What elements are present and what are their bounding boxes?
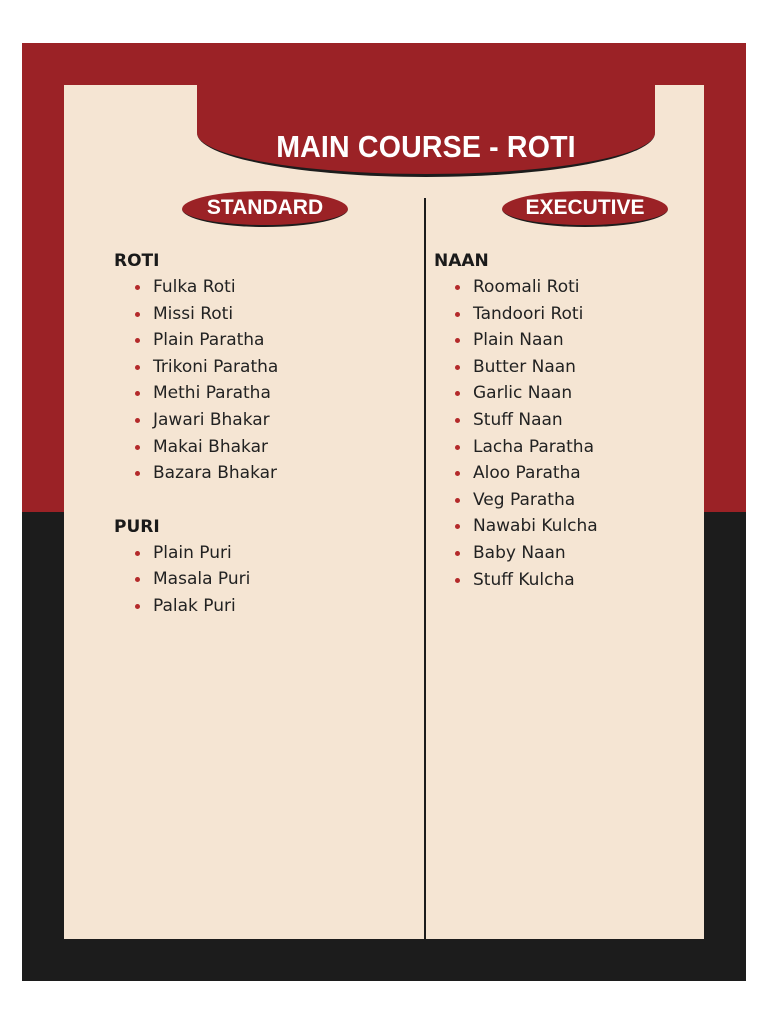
list-item	[114, 540, 414, 567]
executive-column	[434, 248, 734, 593]
list-item	[114, 327, 414, 354]
bullet-icon	[455, 338, 460, 343]
item-label: Missi Roti	[153, 303, 234, 324]
bullet-icon	[135, 312, 140, 317]
page-title: MAIN COURSE - ROTI	[276, 129, 576, 164]
list-item	[114, 380, 414, 407]
item-label: Stuff Kulcha	[473, 569, 575, 590]
section-heading-roti: ROTI	[114, 251, 160, 271]
item-label: Lacha Paratha	[473, 436, 595, 457]
bullet-icon	[135, 365, 140, 370]
item-label: Veg Paratha	[473, 489, 576, 510]
item-label: Butter Naan	[473, 356, 576, 377]
bullet-icon	[135, 418, 140, 423]
list-item	[114, 566, 414, 593]
item-label: Jawari Bhakar	[153, 409, 270, 430]
list-item	[114, 460, 414, 487]
item-label: Stuff Naan	[473, 409, 563, 430]
section-spacer	[114, 487, 414, 514]
item-label: Aloo Paratha	[473, 463, 581, 484]
item-label: Makai Bhakar	[153, 436, 268, 457]
bullet-icon	[455, 312, 460, 317]
list-item	[434, 567, 734, 594]
item-label: Roomali Roti	[473, 277, 580, 297]
list-item	[114, 407, 414, 434]
section-heading-puri: PURI	[114, 516, 160, 537]
list-item	[114, 354, 414, 381]
bullet-icon	[455, 498, 460, 503]
list-item	[434, 407, 734, 434]
list-item	[114, 593, 414, 620]
title-banner	[197, 85, 655, 177]
bullet-icon	[135, 551, 140, 556]
list-item	[114, 301, 414, 328]
item-label: Masala Puri	[153, 569, 251, 590]
bullet-icon	[135, 285, 140, 290]
bullet-icon	[455, 418, 460, 423]
item-label: Baby Naan	[473, 542, 566, 563]
roti-list	[114, 274, 414, 487]
item-label: Plain Puri	[153, 542, 232, 563]
item-label: Palak Puri	[153, 595, 236, 616]
list-item	[434, 540, 734, 567]
bullet-icon	[455, 578, 460, 583]
naan-list	[434, 274, 734, 593]
list-item	[434, 460, 734, 487]
standard-column	[114, 248, 414, 620]
bullet-icon	[455, 365, 460, 370]
list-item	[434, 487, 734, 514]
menu-frame	[22, 43, 746, 981]
list-item	[114, 434, 414, 461]
item-label: Methi Paratha	[153, 383, 271, 404]
item-label: Plain Naan	[473, 330, 564, 351]
bullet-icon	[455, 445, 460, 450]
puri-list	[114, 540, 414, 620]
bullet-icon	[455, 285, 460, 290]
bullet-icon	[135, 577, 140, 582]
item-label: Trikoni Paratha	[153, 356, 279, 377]
list-item	[114, 274, 414, 301]
list-item	[434, 274, 734, 301]
bullet-icon	[135, 445, 140, 450]
list-item	[434, 327, 734, 354]
list-item	[434, 380, 734, 407]
list-item	[434, 513, 734, 540]
list-item	[434, 354, 734, 381]
bullet-icon	[135, 391, 140, 396]
item-label: Bazara Bhakar	[153, 463, 278, 484]
column-divider	[424, 198, 426, 964]
bullet-icon	[135, 471, 140, 476]
item-label: Garlic Naan	[473, 383, 573, 404]
section-heading-naan: NAAN	[434, 251, 489, 271]
bullet-icon	[455, 391, 460, 396]
bullet-icon	[455, 471, 460, 476]
item-label: Fulka Roti	[153, 277, 236, 297]
item-label: Nawabi Kulcha	[473, 516, 598, 537]
list-item	[434, 434, 734, 461]
bullet-icon	[135, 604, 140, 609]
bullet-icon	[455, 524, 460, 529]
list-item	[434, 301, 734, 328]
bullet-icon	[455, 551, 460, 556]
menu-card	[64, 85, 704, 939]
standard-tier-badge: STANDARD	[182, 191, 348, 227]
item-label: Tandoori Roti	[473, 303, 584, 324]
bullet-icon	[135, 338, 140, 343]
item-label: Plain Paratha	[153, 330, 265, 351]
executive-tier-badge: EXECUTIVE	[502, 191, 668, 227]
